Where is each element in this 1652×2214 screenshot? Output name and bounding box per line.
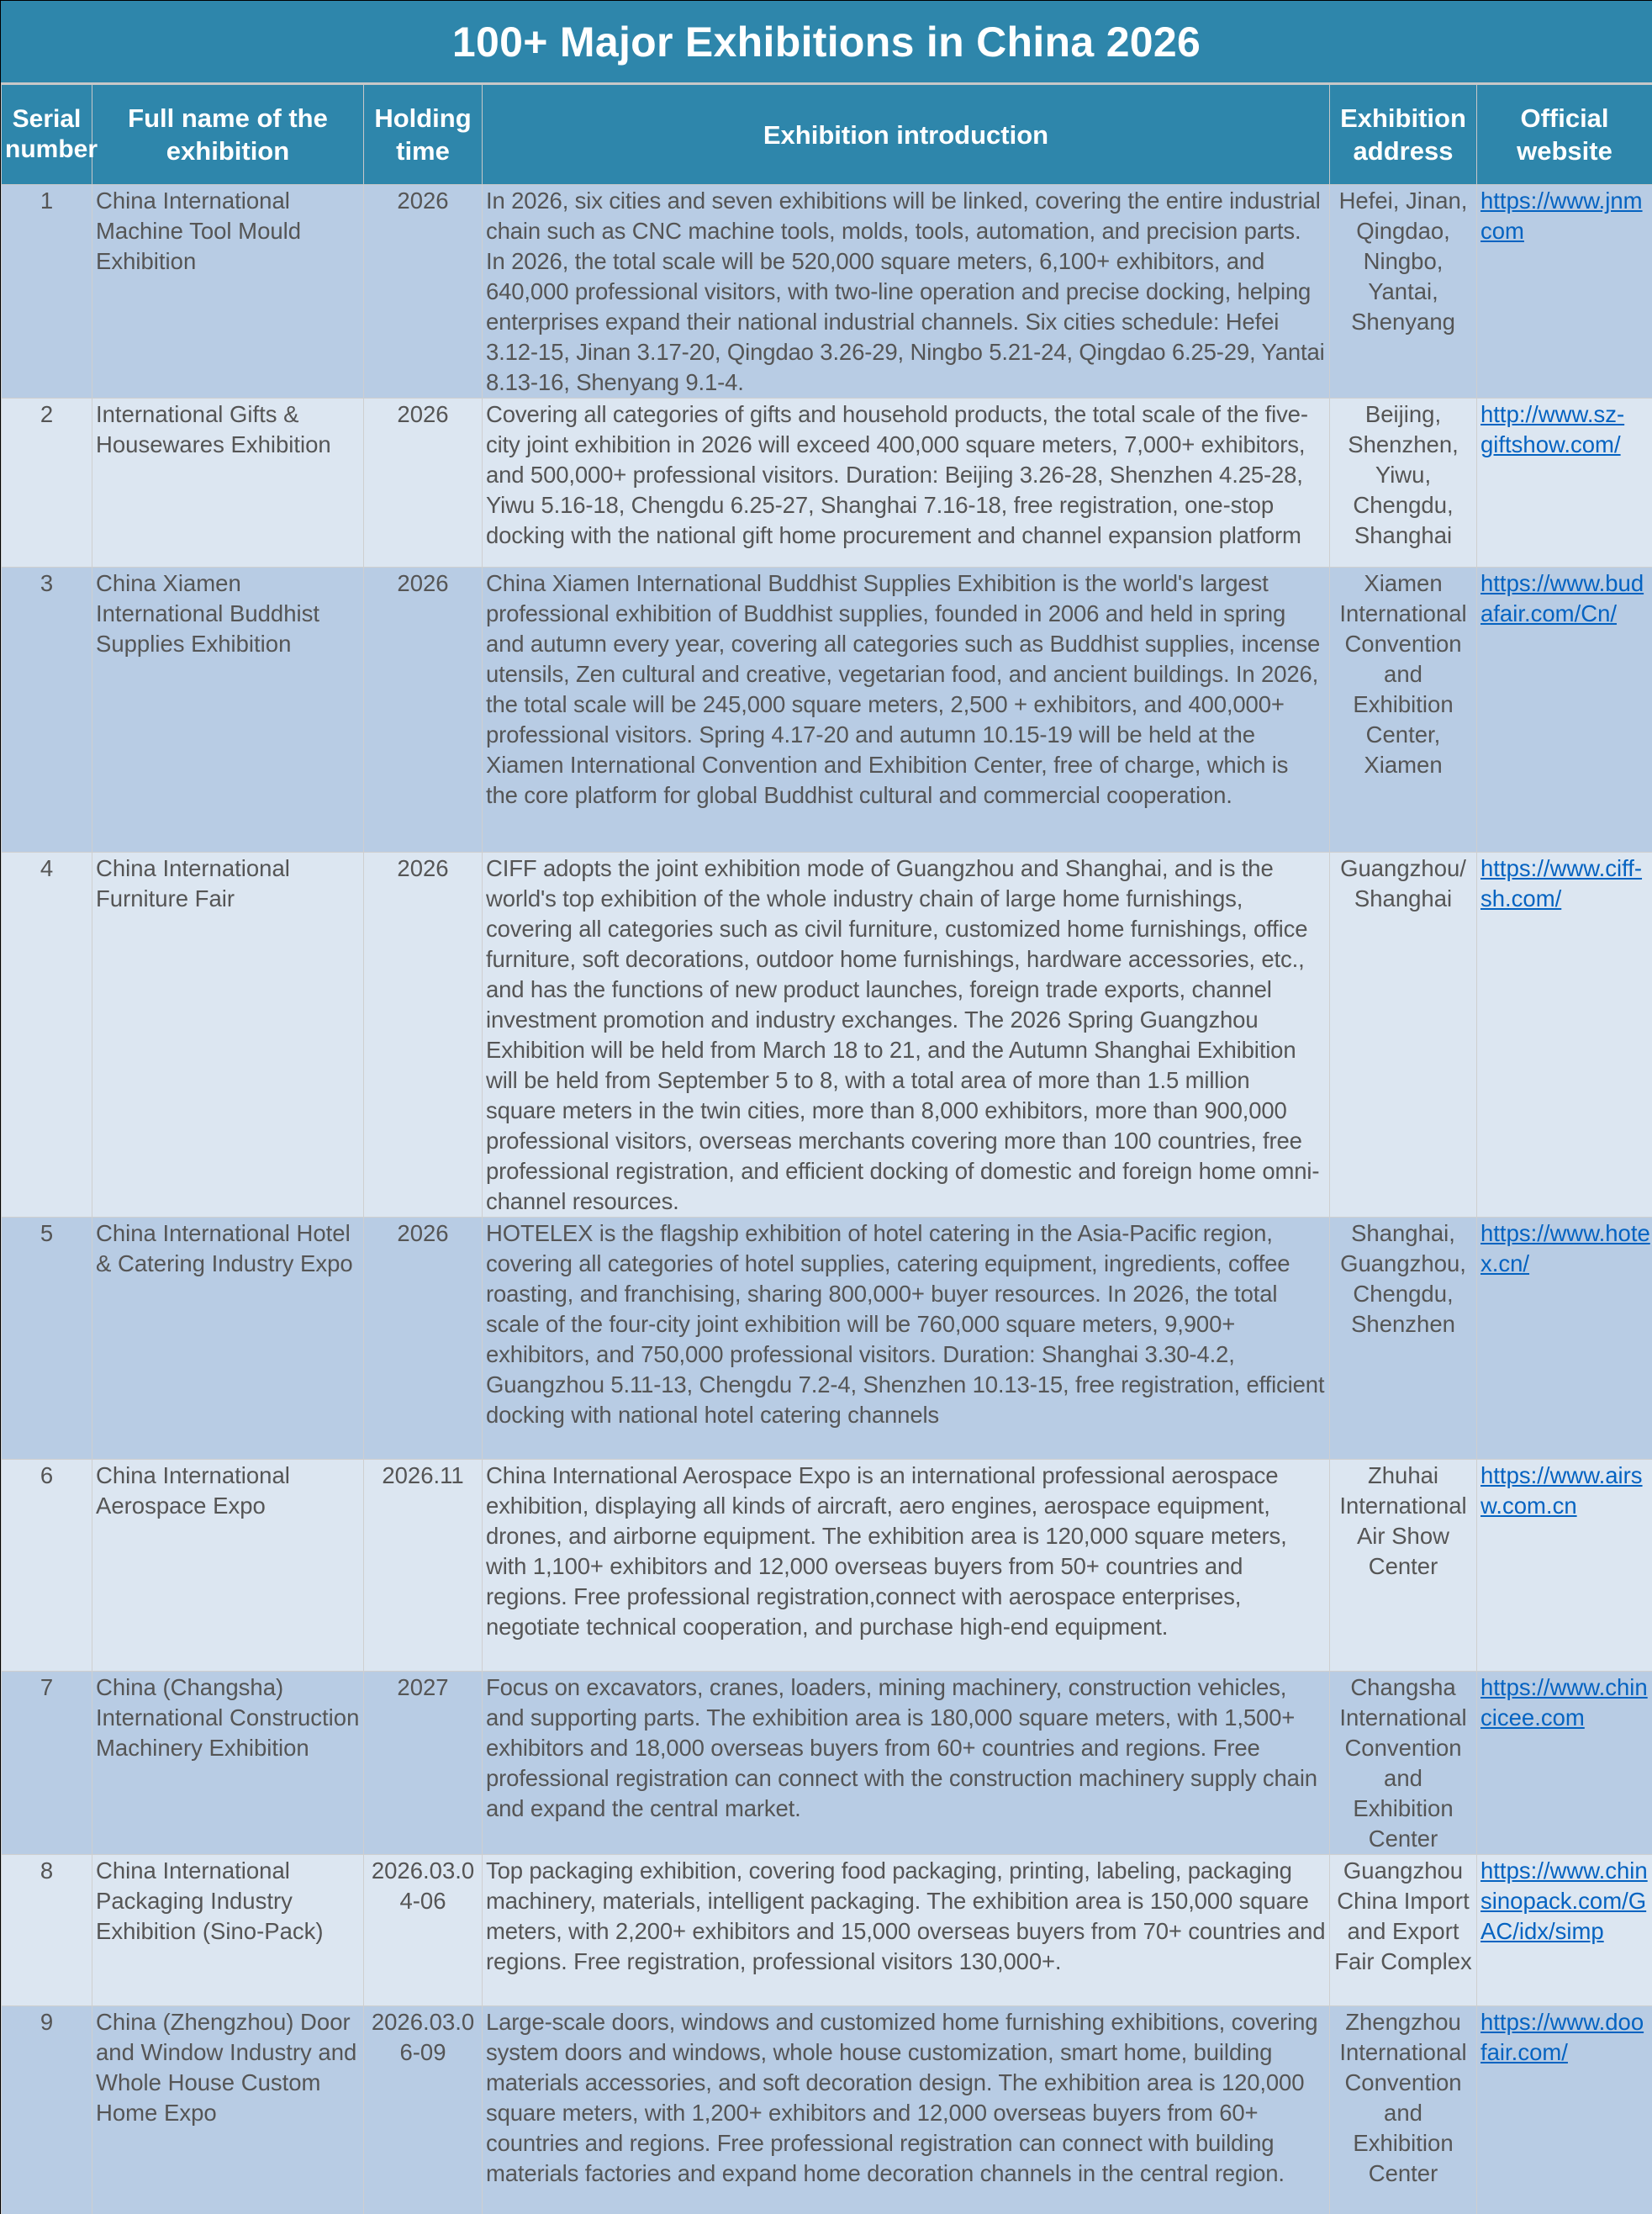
time-cell: 2026: [364, 568, 483, 853]
link-text: cicee.com: [1480, 1704, 1585, 1731]
header-serial: Serial number: [2, 85, 92, 185]
serial-cell: 8: [2, 1855, 92, 2006]
intro-cell: China International Aerospace Expo is an international professional aerospace exhibition, displaying all kinds of aircraft, aero engines, aerospace equipment, drones, and airborne equipment. The exhibition area is 120,000 square meters, with 1,100+ exhibitors and 12,000 overseas buyers from 50+ countries and regions. Free professional registration,connect with aerospace enterprises, negotiate technical cooperation, and purchase high-end equipment.: [483, 1460, 1330, 1672]
link-text: x.cn/: [1480, 1250, 1530, 1276]
website-cell: [1477, 185, 1652, 399]
table-row: [2, 853, 1652, 1218]
title-bar: [1, 1, 1652, 84]
table-row: [2, 1218, 1652, 1460]
name-cell: China (Changsha) International Construction Machinery Exhibition: [92, 1672, 364, 1855]
time-cell: 2026: [364, 1218, 483, 1460]
link-text: http://www.sz-: [1480, 401, 1625, 427]
time-cell: 2026.03.06-09: [364, 2006, 483, 2214]
table-row: [2, 185, 1652, 399]
address-cell: Guangzhou China Import and Export Fair Complex: [1330, 1855, 1477, 2006]
address-cell: Xiamen International Convention and Exhibition Center, Xiamen: [1330, 568, 1477, 853]
name-cell: China International Packaging Industry Exhibition (Sino-Pack): [92, 1855, 364, 2006]
link-text: https://www.airs: [1480, 1462, 1643, 1488]
serial-cell: 7: [2, 1672, 92, 1855]
link-text: afair.com/Cn/: [1480, 600, 1618, 626]
intro-cell: CIFF adopts the joint exhibition mode of Guangzhou and Shanghai, and is the world's top exhibition of the whole industry chain of large home furnishings, covering all categories such as civil furniture, customized home furnishings, office furniture, soft decorations, outdoor home furnishings, hardware accessories, etc., and has the functions of new product launches, foreign trade exports, channel investment promotion and industry exchanges. The 2026 Spring Guangzhou Exhibition will be held from March 18 to 21, and the Autumn Shanghai Exhibition will be held from September 5 to 8, with a total area of more than 1.5 million square meters in the twin cities, more than 8,000 exhibitors, more than 900,000 professional visitors, overseas merchants covering more than 100 countries, free professional registration, and efficient docking of domestic and foreign home omni-channel resources.: [483, 853, 1330, 1218]
serial-cell: 9: [2, 2006, 92, 2214]
time-cell: 2026: [364, 399, 483, 568]
intro-cell: Covering all categories of gifts and household products, the total scale of the five-city joint exhibition in 2026 will exceed 400,000 square meters, 7,000+ exhibitors, and 500,000+ professional visitors. Duration: Beijing 3.26-28, Shenzhen 4.25-28, Yiwu 5.16-18, Chengdu 6.25-27, Shanghai 7.16-18, free registration, one-stop docking with the national gift home procurement and channel expansion platform: [483, 399, 1330, 568]
website-cell: [1477, 1218, 1652, 1460]
link-text: com: [1480, 218, 1524, 244]
link-text: giftshow.com/: [1480, 431, 1621, 457]
page-title: 100+ Major Exhibitions in China 2026: [451, 18, 1201, 66]
link-text: https://www.bud: [1480, 570, 1644, 596]
serial-cell: 6: [2, 1460, 92, 1672]
link-text: https://www.chin: [1480, 1674, 1648, 1700]
website-link[interactable]: [1480, 2007, 1652, 2068]
intro-cell: HOTELEX is the flagship exhibition of hotel catering in the Asia-Pacific region, covering all categories of hotel supplies, catering equipment, ingredients, coffee roasting, and franchising, sharing 800,000+ buyer resources. In 2026, the total scale of the four-city joint exhibition will be 760,000 square meters, 9,900+ exhibitors, and 750,000 professional visitors. Duration: Shanghai 3.30-4.2, Guangzhou 5.11-13, Chengdu 7.2-4, Shenzhen 10.13-15, free registration, efficient docking with national hotel catering channels: [483, 1218, 1330, 1460]
serial-cell: 5: [2, 1218, 92, 1460]
address-cell: Shanghai, Guangzhou, Chengdu, Shenzhen: [1330, 1218, 1477, 1460]
website-cell: [1477, 1672, 1652, 1855]
website-link[interactable]: [1480, 1856, 1652, 1947]
website-cell: [1477, 399, 1652, 568]
name-cell: China (Zhengzhou) Door and Window Industry and Whole House Custom Home Expo: [92, 2006, 364, 2214]
link-text: https://www.ciff-: [1480, 855, 1643, 881]
header-row: [2, 85, 1652, 185]
header-website: Official website: [1477, 85, 1652, 185]
website-link[interactable]: [1480, 568, 1652, 629]
header-time: Holding time: [364, 85, 483, 185]
website-link[interactable]: [1480, 186, 1652, 246]
name-cell: China International Hotel & Catering Industry Expo: [92, 1218, 364, 1460]
intro-cell: Top packaging exhibition, covering food packaging, printing, labeling, packaging machinery, materials, intelligent packaging. The exhibition area is 150,000 square meters, with 2,200+ exhibitors and 15,000 overseas buyers from 70+ countries and regions. Free registration, professional visitors 130,000+.: [483, 1855, 1330, 2006]
time-cell: 2026.03.04-06: [364, 1855, 483, 2006]
link-text: https://www.doo: [1480, 2009, 1644, 2035]
serial-cell: 4: [2, 853, 92, 1218]
address-cell: Zhuhai International Air Show Center: [1330, 1460, 1477, 1672]
table-row: [2, 1460, 1652, 1672]
time-cell: 2026.11: [364, 1460, 483, 1672]
link-text: https://www.jnm: [1480, 188, 1643, 214]
intro-cell: In 2026, six cities and seven exhibitions will be linked, covering the entire industrial chain such as CNC machine tools, molds, tools, automation, and precision parts. In 2026, the total scale will be 520,000 square meters, 6,100+ exhibitors, and 640,000 professional visitors, with two-line operation and precise docking, helping enterprises expand their national industrial channels. Six cities schedule: Hefei 3.12-15, Jinan 3.17-20, Qingdao 3.26-29, Ningbo 5.21-24, Qingdao 6.25-29, Yantai 8.13-16, Shenyang 9.1-4.: [483, 185, 1330, 399]
table-row: [2, 399, 1652, 568]
address-cell: Guangzhou/ Shanghai: [1330, 853, 1477, 1218]
serial-cell: 1: [2, 185, 92, 399]
website-cell: [1477, 1460, 1652, 1672]
link-text: sh.com/: [1480, 885, 1562, 911]
link-text: AC/idx/simp: [1480, 1918, 1604, 1944]
time-cell: 2026: [364, 185, 483, 399]
address-cell: Hefei, Jinan, Qingdao, Ningbo, Yantai, Shenyang: [1330, 185, 1477, 399]
header-address: Exhibition address: [1330, 85, 1477, 185]
exhibitions-table: [1, 84, 1652, 2214]
table-row: [2, 1855, 1652, 2006]
website-cell: [1477, 2006, 1652, 2214]
address-cell: Changsha International Convention and Exhibition Center: [1330, 1672, 1477, 1855]
table-row: [2, 1672, 1652, 1855]
website-cell: [1477, 568, 1652, 853]
website-link[interactable]: [1480, 1218, 1652, 1279]
link-text: fair.com/: [1480, 2039, 1568, 2065]
link-text: w.com.cn: [1480, 1493, 1577, 1519]
name-cell: China International Furniture Fair: [92, 853, 364, 1218]
name-cell: China International Aerospace Expo: [92, 1460, 364, 1672]
website-link[interactable]: [1480, 399, 1652, 460]
intro-cell: Focus on excavators, cranes, loaders, mining machinery, construction vehicles, and supporting parts. The exhibition area is 180,000 square meters, with 1,500+ exhibitors and 18,000 overseas buyers from 60+ countries and regions. Free professional registration can connect with the construction machinery supply chain and expand the central market.: [483, 1672, 1330, 1855]
website-cell: [1477, 1855, 1652, 2006]
website-cell: [1477, 853, 1652, 1218]
link-text: https://www.chin: [1480, 1857, 1648, 1884]
table-row: [2, 568, 1652, 853]
time-cell: 2026: [364, 853, 483, 1218]
address-cell: Beijing, Shenzhen, Yiwu, Chengdu, Shanghai: [1330, 399, 1477, 568]
serial-cell: 3: [2, 568, 92, 853]
header-intro: Exhibition introduction: [483, 85, 1330, 185]
address-cell: Zhengzhou International Convention and Exhibition Center: [1330, 2006, 1477, 2214]
intro-cell: Large-scale doors, windows and customized home furnishing exhibitions, covering system doors and windows, whole house customization, smart home, building materials accessories, and soft decoration design. The exhibition area is 120,000 square meters, with 1,200+ exhibitors and 12,000 overseas buyers from 60+ countries and regions. Free professional registration can connect with building materials factories and expand home decoration channels in the central region.: [483, 2006, 1330, 2214]
website-link[interactable]: [1480, 1672, 1652, 1733]
table-row: [2, 2006, 1652, 2214]
header-name: Full name of the exhibition: [92, 85, 364, 185]
intro-cell: China Xiamen International Buddhist Supplies Exhibition is the world's largest professional exhibition of Buddhist supplies, founded in 2006 and held in spring and autumn every year, covering all categories such as Buddhist supplies, incense utensils, Zen cultural and creative, vegetarian food, and ancient buildings. In 2026, the total scale will be 245,000 square meters, 2,500 + exhibitors, and 400,000+ professional visitors. Spring 4.17-20 and autumn 10.15-19 will be held at the Xiamen International Convention and Exhibition Center, free of charge, which is the core platform for global Buddhist cultural and commercial cooperation.: [483, 568, 1330, 853]
website-link[interactable]: [1480, 1461, 1652, 1521]
name-cell: International Gifts & Housewares Exhibition: [92, 399, 364, 568]
website-link[interactable]: [1480, 853, 1652, 914]
name-cell: China Xiamen International Buddhist Supplies Exhibition: [92, 568, 364, 853]
link-text: https://www.hote: [1480, 1220, 1650, 1246]
serial-cell: 2: [2, 399, 92, 568]
link-text: sinopack.com/G: [1480, 1888, 1647, 1914]
time-cell: 2027: [364, 1672, 483, 1855]
name-cell: China International Machine Tool Mould Exhibition: [92, 185, 364, 399]
